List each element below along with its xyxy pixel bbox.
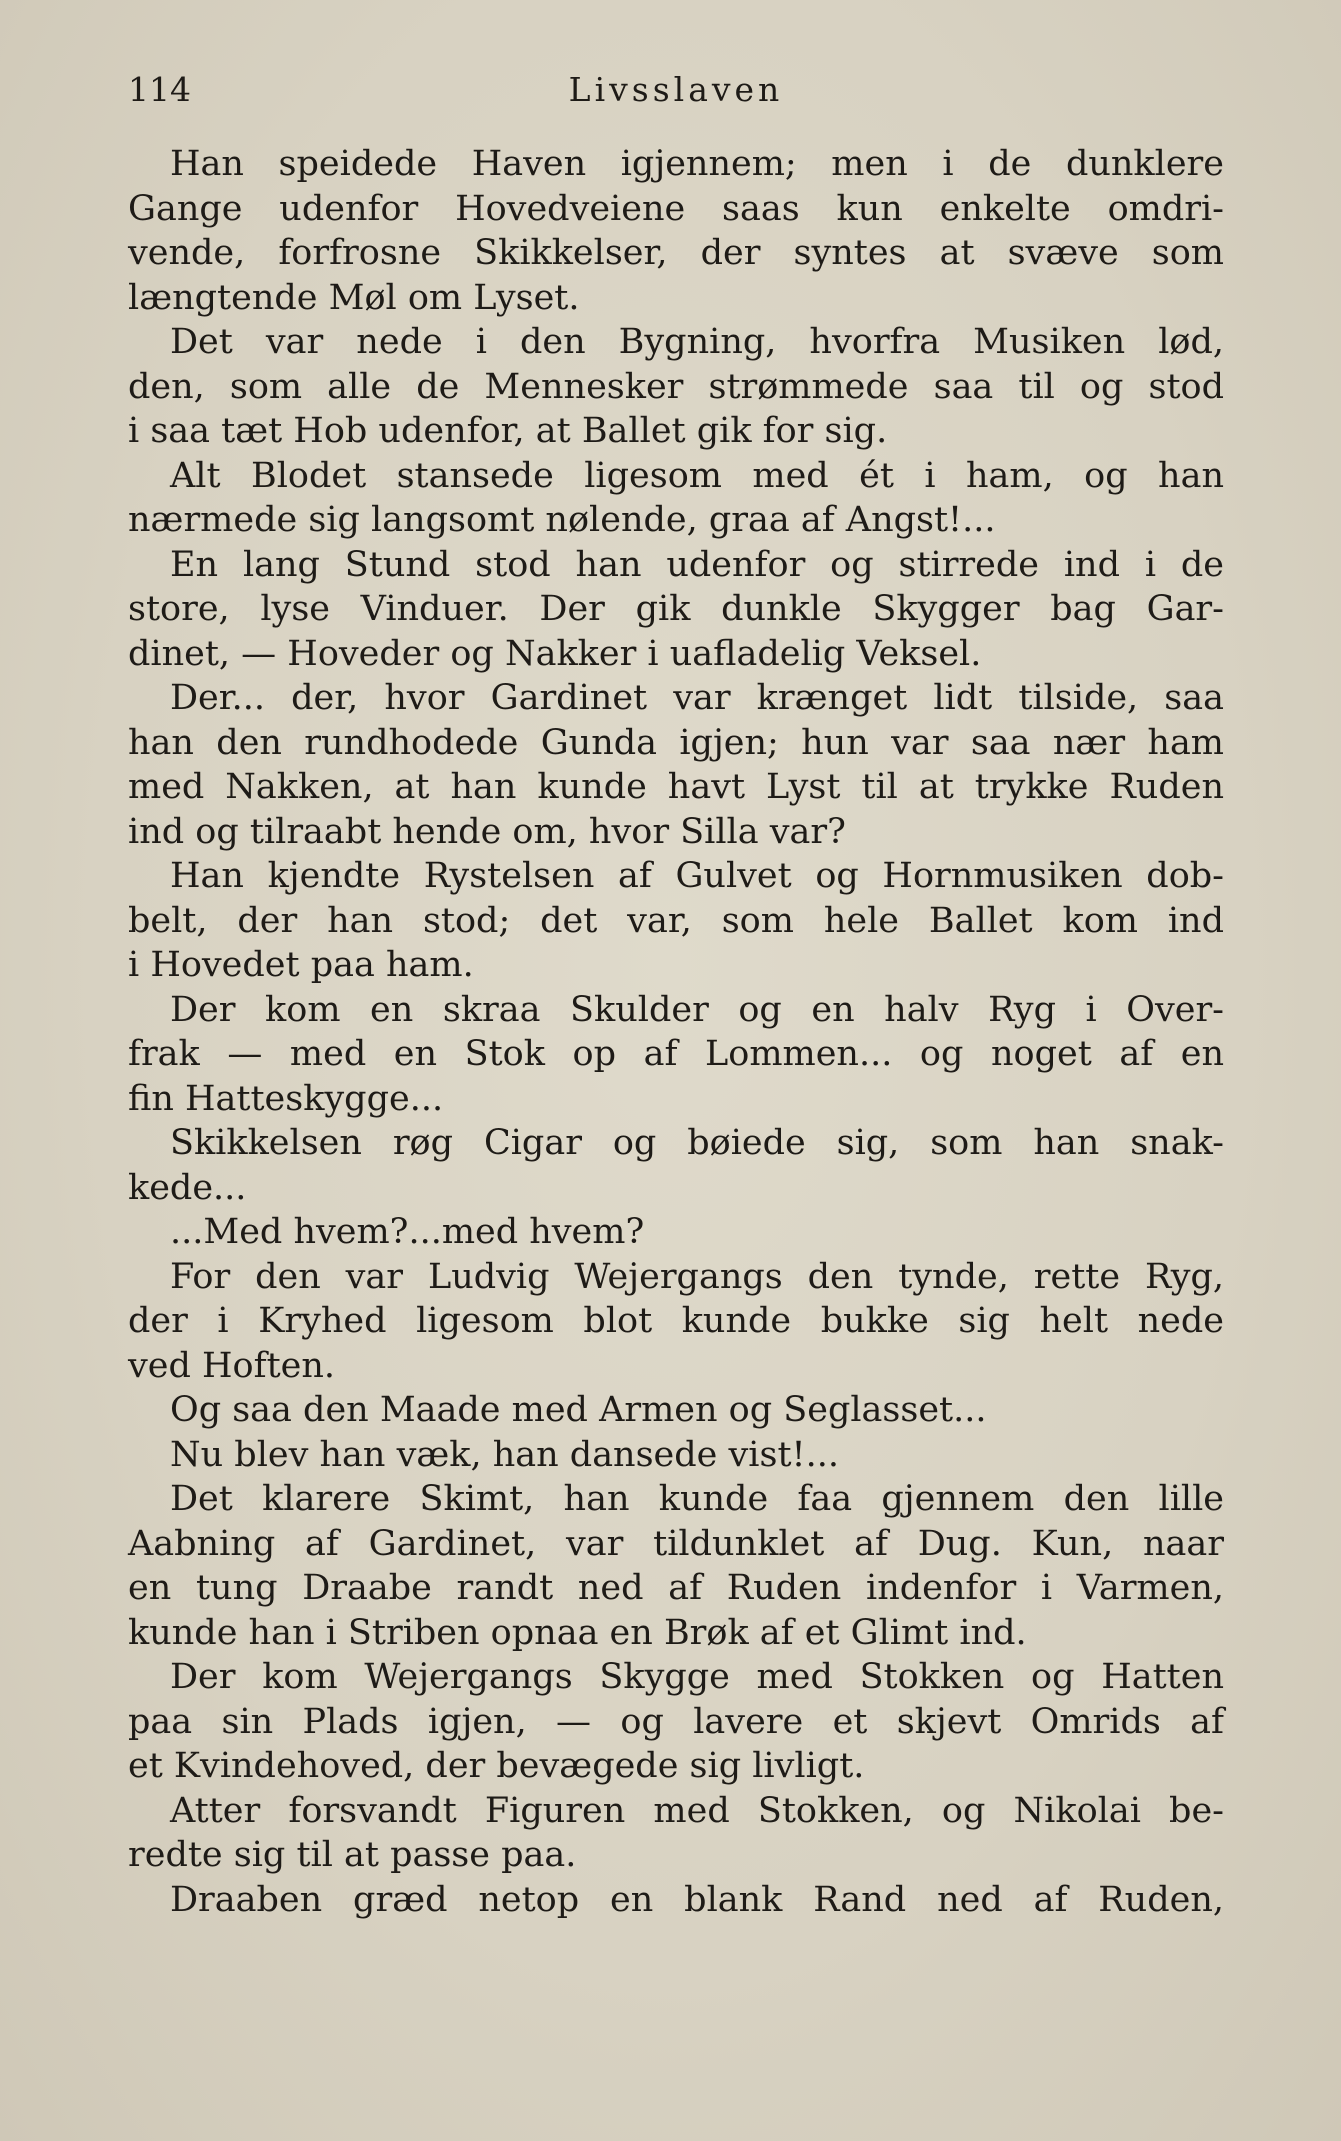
text-line: den, som alle de Mennesker strømmede saa til og stod (128, 366, 1224, 407)
text-line: For den var Ludvig Wejergangs den tynde, rette Ryg, (170, 1256, 1224, 1297)
text-line: Atter forsvandt Figuren med Stokken, og Nikolai be- (170, 1790, 1224, 1831)
page-header (128, 68, 1224, 112)
text-line: Der... der, hvor Gardinet var krænget lidt tilside, saa (170, 678, 1224, 718)
text-line: redte sig til at passe paa. (128, 1835, 577, 1875)
text-line: vende, forfrosne Skikkelser, der syntes at svæve som (128, 233, 1224, 273)
text-line: Alt Blodet stansede ligesom med ét i ham, og han (170, 455, 1224, 496)
text-line: ...Med hvem?...med hvem? (170, 1212, 645, 1252)
text-line: Nu blev han væk, han dansede vist!... (170, 1434, 839, 1475)
text-line: kunde han i Striben opnaa en Brøk af et Glimt ind. (128, 1612, 1027, 1653)
text-line: Der kom en skraa Skulder og en halv Ryg i Over- (170, 989, 1224, 1030)
text-line: store, lyse Vinduer. Der gik dunkle Skygger bag Gar- (128, 589, 1224, 629)
body-text (128, 142, 1224, 1922)
text-line: nærmede sig langsomt nølende, graa af Angst!... (128, 500, 996, 540)
text-line: Skikkelsen røg Cigar og bøiede sig, som han snak- (170, 1123, 1224, 1163)
text-line: i saa tæt Hob udenfor, at Ballet gik for sig. (128, 411, 888, 451)
text-line: med Nakken, at han kunde havt Lyst til at trykke Ruden (128, 767, 1224, 807)
text-line: Gange udenfor Hovedveiene saas kun enkelte omdri- (128, 188, 1224, 229)
text-line: Aabning af Gardinet, var tildunklet af Dug. Kun, naar (128, 1523, 1224, 1564)
page-number: 114 (128, 70, 191, 109)
text-line: i Hovedet paa ham. (128, 945, 474, 985)
text-line: en tung Draabe randt ned af Ruden indenfor i Varmen, (128, 1568, 1224, 1608)
text-line: belt, der han stod; det var, som hele Ballet kom ind (128, 900, 1224, 941)
text-line: Han speidede Haven igjennem; men i de dunklere (170, 144, 1224, 184)
text-line: han den rundhodede Gunda igjen; hun var saa nær ham (128, 722, 1224, 763)
text-line: Det klarere Skimt, han kunde faa gjennem den lille (170, 1479, 1224, 1519)
text-line: et Kvindehoved, der bevægede sig livligt. (128, 1746, 865, 1786)
text-line: En lang Stund stod han udenfor og stirrede ind i de (170, 544, 1224, 585)
text-line: paa sin Plads igjen, — og lavere et skjevt Omrids af (128, 1701, 1224, 1742)
text-line: Der kom Wejergangs Skygge med Stokken og Hatten (170, 1657, 1224, 1697)
text-line: fin Hatteskygge... (128, 1078, 444, 1119)
text-line: Draaben græd netop en blank Rand ned af Ruden, (170, 1879, 1224, 1920)
text-line: der i Kryhed ligesom blot kunde bukke sig helt nede (128, 1301, 1224, 1341)
running-title: Livsslaven (568, 70, 784, 109)
text-line: dinet, — Hoveder og Nakker i uafladelig Veksel. (128, 633, 982, 674)
text-line: Det var nede i den Bygning, hvorfra Musiken lød, (170, 322, 1224, 362)
text-line: ved Hoften. (128, 1345, 336, 1386)
text-line: længtende Møl om Lyset. (128, 277, 580, 318)
text-line: ind og tilraabt hende om, hvor Silla var? (128, 811, 846, 852)
text-line: Han kjendte Rystelsen af Gulvet og Hornmusiken dob- (170, 856, 1224, 896)
text-line: kede... (128, 1167, 247, 1208)
text-line: frak — med en Stok op af Lommen... og noget af en (128, 1034, 1224, 1074)
text-line: Og saa den Maade med Armen og Seglasset... (170, 1390, 987, 1430)
